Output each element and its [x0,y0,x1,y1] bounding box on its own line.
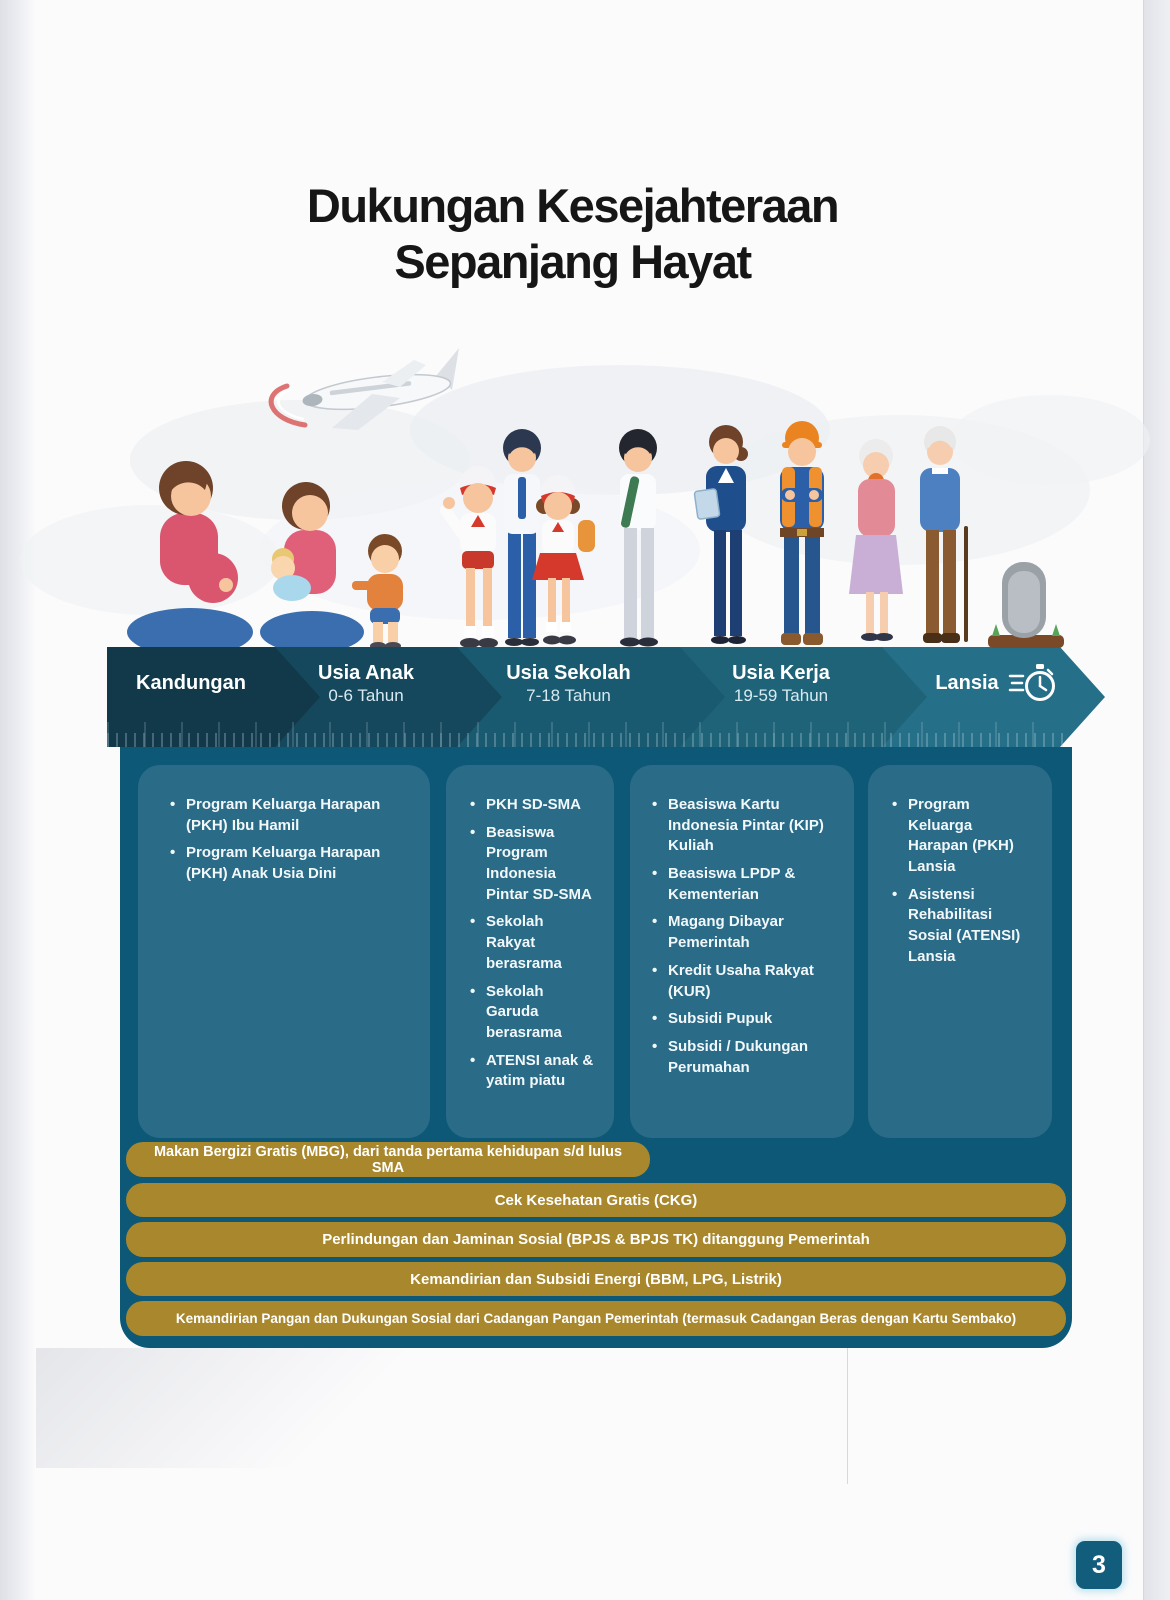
program-item: • Subsidi / Dukungan Perumahan [650,1037,834,1078]
page-title-line2: Sepanjang Hayat [394,235,751,289]
program-item: • Beasiswa Program Indonesia Pintar SD-SMA [468,823,594,906]
program-list [650,795,834,1078]
program-list [890,795,1032,968]
program-bar-energi: Kemandirian dan Subsidi Energi (BBM, LPG, Listrik) [126,1262,1066,1296]
program-list [168,795,410,885]
tombstone-illustration [988,562,1064,648]
scan-shadow [36,1348,456,1468]
program-item: • Program Keluarga Harapan (PKH) Lansia [890,795,1032,878]
program-bar-bpjs: Perlindungan dan Jaminan Sosial (BPJS & BPJS TK) ditanggung Pemerintah [126,1222,1066,1257]
stage-sublabel: 19-59 Tahun [733,686,829,705]
program-item: • Sekolah Rakyat berasrama [468,912,594,974]
programs-card-kandungan [138,765,430,1138]
program-list [468,795,594,1092]
program-item: • Magang Dibayar Pemerintah [650,912,834,953]
stage-sublabel: 7-18 Tahun [526,686,611,705]
timeline-stage-usia-sekolah [457,662,680,706]
fold-line [847,1348,848,1484]
page-number-badge: 3 [1076,1541,1122,1589]
stage-label: Lansia [935,672,999,694]
stage-label: Usia Anak [318,662,414,684]
stage-sublabel: 0-6 Tahun [328,686,404,705]
program-item: • Kredit Usaha Rakyat (KUR) [650,961,834,1002]
stage-label: Kandungan [136,672,246,694]
program-item: • Sekolah Garuda berasrama [468,982,594,1044]
program-item: • PKH SD-SMA [468,795,594,816]
timeline-stage-kandungan [107,672,275,695]
page-title-line1: Dukungan Kesejahteraan [306,179,839,232]
program-item: • ATENSI anak & yatim piatu [468,1051,594,1092]
timeline-ruler-ticks [107,722,1067,747]
program-item: • Beasiswa Kartu Indonesia Pintar (KIP) Kuliah [650,795,834,857]
timeline-stage-usia-anak [275,662,457,706]
page-title [0,178,1145,291]
programs-card-lansia [868,765,1052,1138]
program-item: • Program Keluarga Harapan (PKH) Anak Usia Dini [168,843,410,884]
program-bar-mbg: Makan Bergizi Gratis (MBG), dari tanda pertama kehidupan s/d lulus SMA [126,1142,650,1177]
timeline-stage-usia-kerja [680,662,882,706]
program-item: • Program Keluarga Harapan (PKH) Ibu Hamil [168,795,410,836]
page-edge-right [1143,0,1170,1600]
program-bar-pangan: Kemandirian Pangan dan Dukungan Sosial dari Cadangan Pangan Pemerintah (termasuk Cadangan Beras dengan Kartu Sembako) [126,1301,1066,1336]
stopwatch-icon [1008,660,1056,708]
programs-card-usia-sekolah [446,765,614,1138]
stage-label: Usia Sekolah [506,662,631,684]
program-item: • Asistensi Rehabilitasi Sosial (ATENSI) Lansia [890,885,1032,968]
programs-card-usia-kerja [630,765,854,1138]
program-item: • Beasiswa LPDP & Kementerian [650,864,834,905]
program-item: • Subsidi Pupuk [650,1009,834,1030]
program-bar-ckg: Cek Kesehatan Gratis (CKG) [126,1183,1066,1217]
life-stages-illustration [0,330,1170,660]
stage-label: Usia Kerja [732,662,830,684]
